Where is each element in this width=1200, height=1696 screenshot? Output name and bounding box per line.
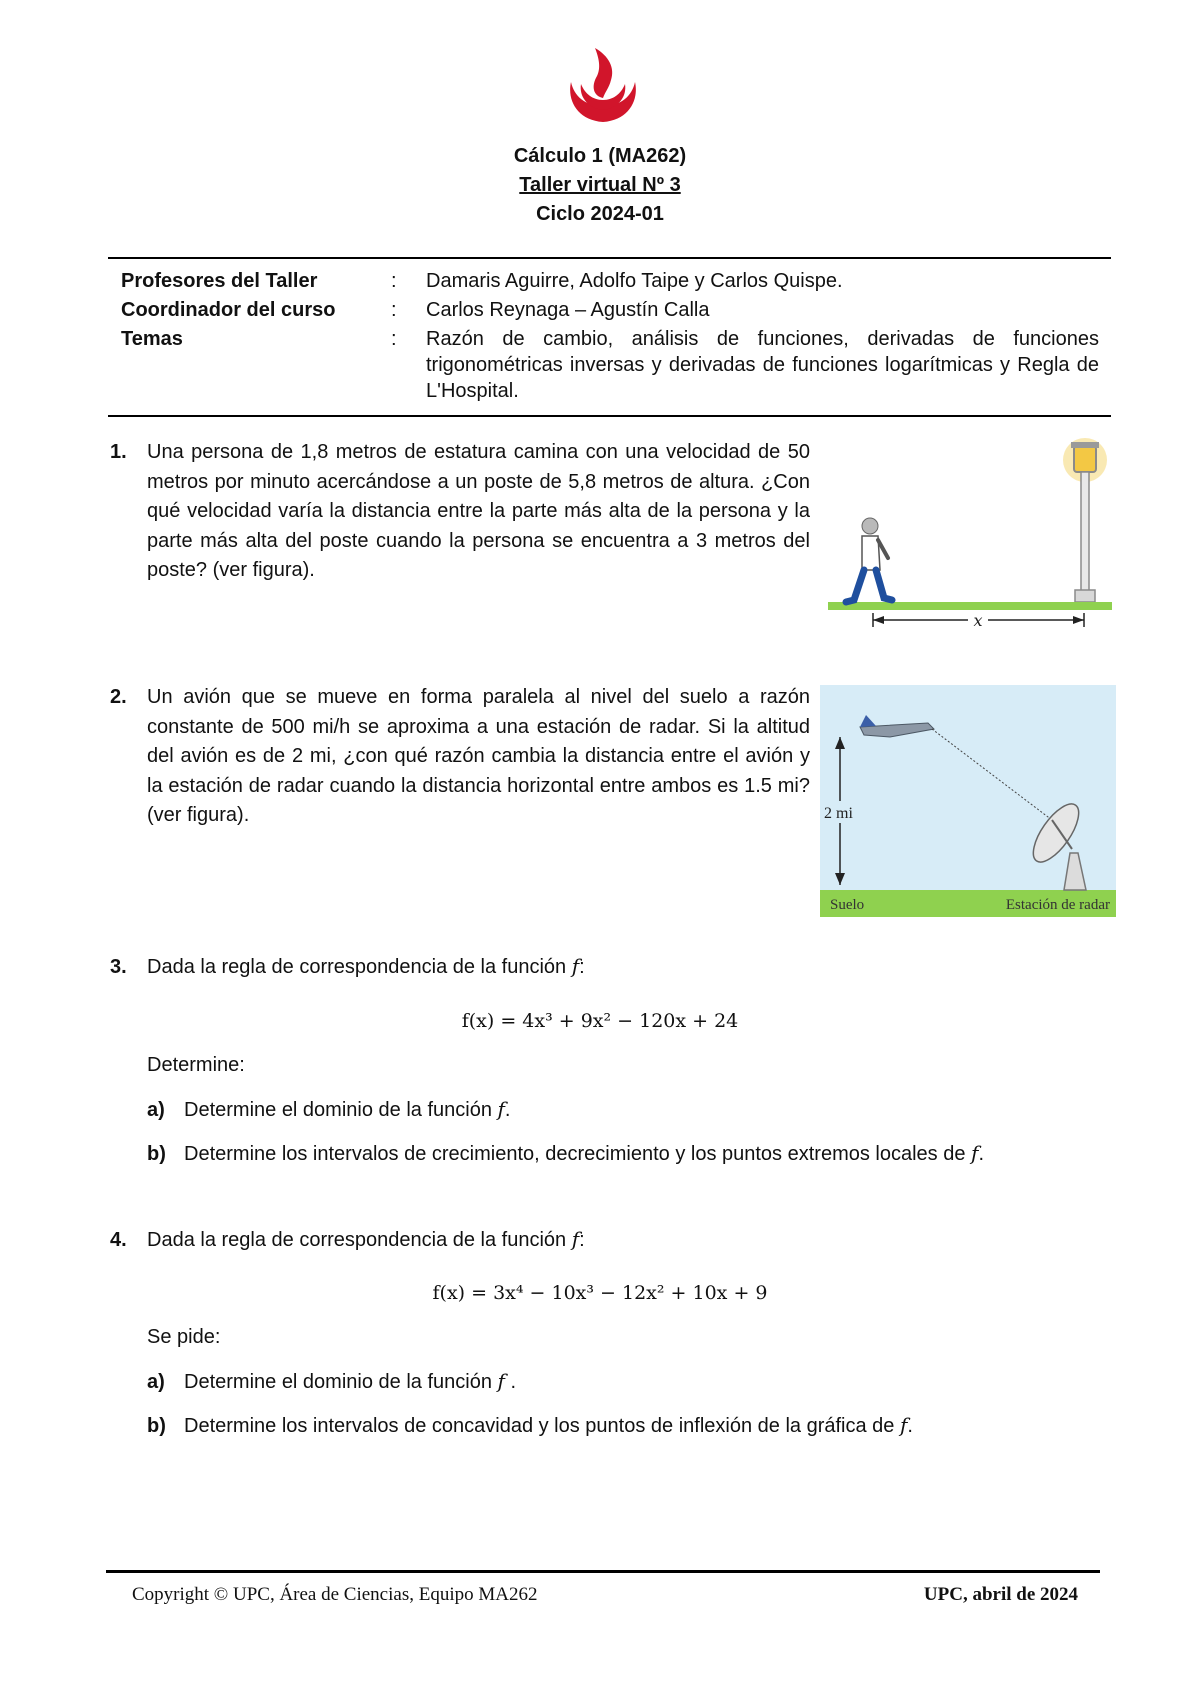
question-3-intro: 3. Dada la regla de correspondencia de la función f:: [110, 954, 585, 978]
question-text: Dada la regla de correspondencia de la función: [147, 956, 567, 978]
item-label: a): [147, 1099, 165, 1121]
question-number: 1.: [110, 441, 127, 463]
item-label: b): [147, 1143, 166, 1165]
info-value: Carlos Reynaga – Agustín Calla: [426, 299, 710, 321]
question-2: [110, 683, 810, 843]
formula-q4: f(x) = 3x⁴ − 10x³ − 12x² + 10x + 9: [432, 1282, 768, 1304]
question-number: 3.: [110, 956, 127, 978]
question-number: 2.: [110, 686, 127, 708]
footer-date: UPC, abril de 2024: [923, 1584, 1078, 1605]
question-4a: a) Determine el dominio de la función f .: [147, 1369, 517, 1393]
figure-label-altitude: 2 mi: [824, 805, 853, 822]
footer-copyright: Copyright © UPC, Área de Ciencias, Equipo MA262: [132, 1584, 538, 1605]
lamp-post-figure: [822, 430, 1112, 635]
function-name: f: [497, 1369, 505, 1393]
info-value: Damaris Aguirre, Adolfo Taipe y Carlos Quispe.: [426, 270, 843, 292]
function-name: f: [899, 1413, 908, 1437]
item-label: a): [147, 1371, 165, 1393]
info-row-coordinator: [108, 297, 1111, 323]
radar-plane-figure: [820, 685, 1116, 917]
question-3-prompt: Determine:: [147, 1054, 245, 1076]
info-row-professors: [108, 268, 1111, 294]
item-text: Determine los intervalos de crecimiento, decrecimiento y los puntos extremos locales de: [184, 1143, 966, 1165]
document-title-block: [0, 142, 1200, 229]
question-text: Una persona de 1,8 metros de estatura camina con una velocidad de 50 metros por minuto acercándose a un poste de 5,8 metros de altura. ¿Con qué velocidad varía la distancia entre la parte más alta de la persona y la parte más alta del poste cuando la persona se encuentra a 3 metros del poste? (ver figura).: [147, 441, 810, 581]
upc-logo: [565, 42, 641, 124]
info-value: Razón de cambio, análisis de funciones, derivadas de funciones trigonométricas inversas y derivadas de funciones logarítmicas y Regla de L'Hospital.: [426, 328, 1099, 402]
footer-rule: [106, 1570, 1100, 1573]
info-colon: :: [391, 328, 397, 350]
figure-label-station: Estación de radar: [1005, 897, 1110, 913]
info-row-topics: [108, 326, 1111, 404]
item-text: Determine el dominio de la función: [184, 1371, 492, 1393]
item-text: Determine los intervalos de concavidad y los puntos de inflexión de la gráfica de: [184, 1415, 895, 1437]
question-4b: b) Determine los intervalos de concavidad y los puntos de inflexión de la gráfica de f.: [147, 1413, 913, 1437]
info-label: Profesores del Taller: [121, 270, 318, 292]
figure-label-ground: Suelo: [830, 897, 865, 913]
figure-label-x: x: [973, 611, 983, 630]
question-3b: b) Determine los intervalos de crecimiento, decrecimiento y los puntos extremos locales de f.: [147, 1141, 984, 1165]
question-4-prompt: Se pide:: [147, 1326, 221, 1348]
function-name: f: [497, 1097, 505, 1121]
question-text: Un avión que se mueve en forma paralela al nivel del suelo a razón constante de 500 mi/h se aproxima a una estación de radar. Si la altitud del avión es de 2 mi, ¿con qué razón cambia la distancia entre el avión y la estación de radar cuando la distancia horizontal entre ambos es 1.5 mi? (ver figura).: [147, 686, 810, 826]
question-number: 4.: [110, 1229, 127, 1251]
formula-q3: f(x) = 4x³ + 9x² − 120x + 24: [461, 1010, 739, 1032]
question-1: [110, 438, 810, 598]
question-text: Dada la regla de correspondencia de la función: [147, 1229, 567, 1251]
workshop-title: Taller virtual Nº 3: [519, 174, 681, 196]
function-name: f: [971, 1141, 979, 1165]
function-name: f: [571, 954, 580, 978]
info-colon: :: [391, 299, 397, 321]
question-3a: a) Determine el dominio de la función f.: [147, 1097, 511, 1121]
question-4-intro: 4. Dada la regla de correspondencia de la función f:: [110, 1227, 585, 1251]
function-name: f: [571, 1227, 580, 1251]
item-text: Determine el dominio de la función: [184, 1099, 492, 1121]
info-label: Coordinador del curso: [121, 299, 336, 321]
course-title: Cálculo 1 (MA262): [513, 145, 687, 167]
item-label: b): [147, 1415, 166, 1437]
info-table: [108, 257, 1111, 417]
info-label: Temas: [121, 328, 183, 350]
cycle-title: Ciclo 2024-01: [536, 203, 664, 225]
info-colon: :: [391, 270, 397, 292]
